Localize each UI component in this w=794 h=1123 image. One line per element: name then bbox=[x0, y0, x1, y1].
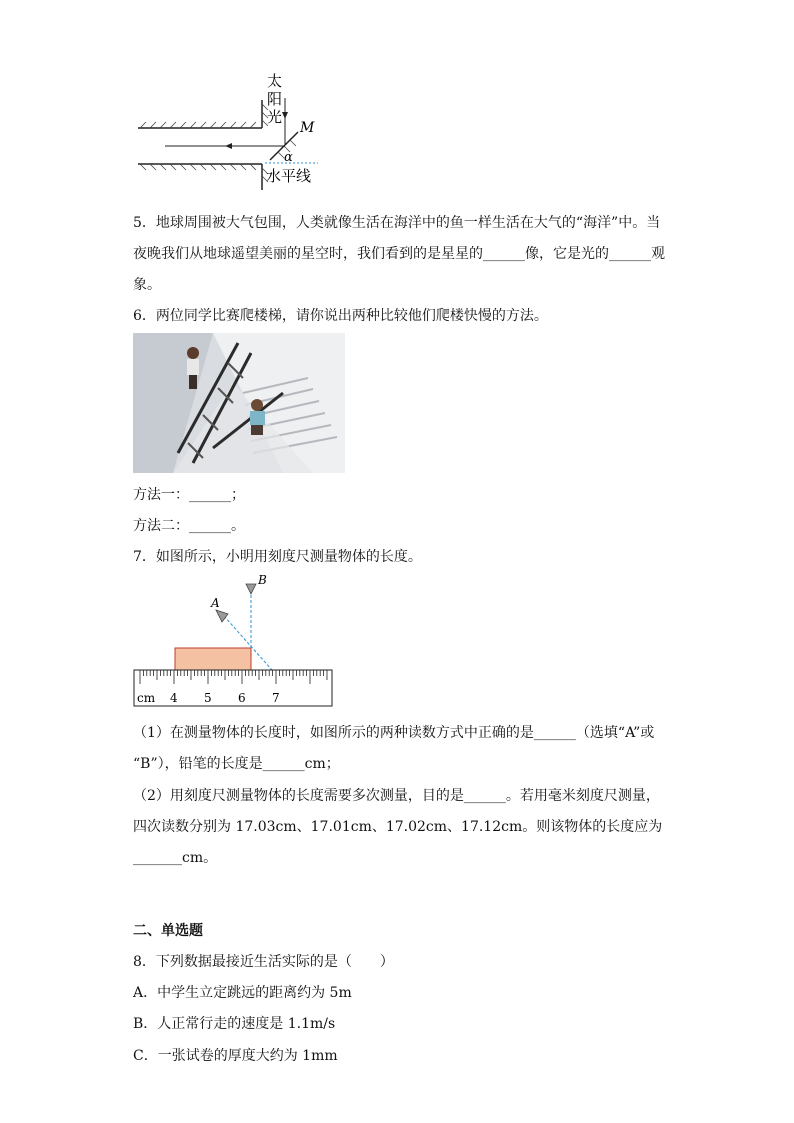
ruler-diagram bbox=[0, 568, 794, 708]
q6-line-1: 6．两位同学比赛爬楼梯，请你说出两种比较他们爬楼快慢的方法。 bbox=[133, 308, 548, 324]
q8-option-b: B．人正常行走的速度是 1.1m/s bbox=[133, 1016, 336, 1032]
stair-climbing-photo bbox=[133, 333, 345, 473]
section-heading: 二、单选题 bbox=[133, 923, 203, 939]
q7-sub1-line-1: （1）在测量物体的长度时，如图所示的两种读数方式中正确的是______（选填“A”或 bbox=[133, 725, 655, 741]
q8-stem: 8．下列数据最接近生活实际的是（ ） bbox=[133, 954, 394, 970]
q5-line-3: 象。 bbox=[133, 277, 161, 293]
alpha-label: α bbox=[284, 150, 293, 165]
q8-option-a: A．中学生立定跳远的距离约为 5m bbox=[133, 985, 352, 1001]
q5-line-1: 5．地球周围被大气包围，人类就像生活在海洋中的鱼一样生活在大气的“海洋”中。当 bbox=[133, 215, 661, 231]
eye-a-label: A bbox=[211, 596, 220, 610]
sun-label-1: 太 bbox=[267, 72, 283, 90]
ruler-unit-label: cm bbox=[137, 691, 156, 705]
horizontal-line-label: 水平线 bbox=[266, 167, 312, 185]
ruler-tick-7: 7 bbox=[272, 691, 280, 705]
q6-method-2: 方法二：______。 bbox=[133, 518, 245, 534]
eye-b-label: B bbox=[258, 573, 267, 587]
sun-label-3: 光 bbox=[267, 108, 283, 126]
q7-sub2-line-2: 四次读数分别为 17.03cm、17.01cm、17.02cm、17.12cm。则该物体的长度应为 bbox=[133, 819, 663, 835]
ruler-tick-4: 4 bbox=[170, 691, 178, 705]
periscope-diagram bbox=[0, 0, 794, 200]
q6-method-1: 方法一：______； bbox=[133, 487, 245, 503]
q7-sub1-line-2: “B”），铅笔的长度是______cm； bbox=[133, 756, 340, 772]
q8-option-c: C．一张试卷的厚度大约为 1mm bbox=[133, 1048, 338, 1064]
ruler-tick-6: 6 bbox=[238, 691, 246, 705]
mirror-m-label: M bbox=[300, 120, 315, 136]
ruler-tick-5: 5 bbox=[204, 691, 212, 705]
q5-line-2: 夜晚我们从地球遥望美丽的星空时，我们看到的是星星的______像，它是光的______观 bbox=[133, 246, 665, 262]
q7-sub2-line-3: _______cm。 bbox=[133, 850, 218, 866]
q7-sub2-line-1: （2）用刻度尺测量物体的长度需要多次测量，目的是______。若用毫米刻度尺测量， bbox=[133, 788, 660, 804]
sun-label-2: 阳 bbox=[267, 90, 283, 108]
q7-line-1: 7．如图所示，小明用刻度尺测量物体的长度。 bbox=[133, 549, 422, 565]
